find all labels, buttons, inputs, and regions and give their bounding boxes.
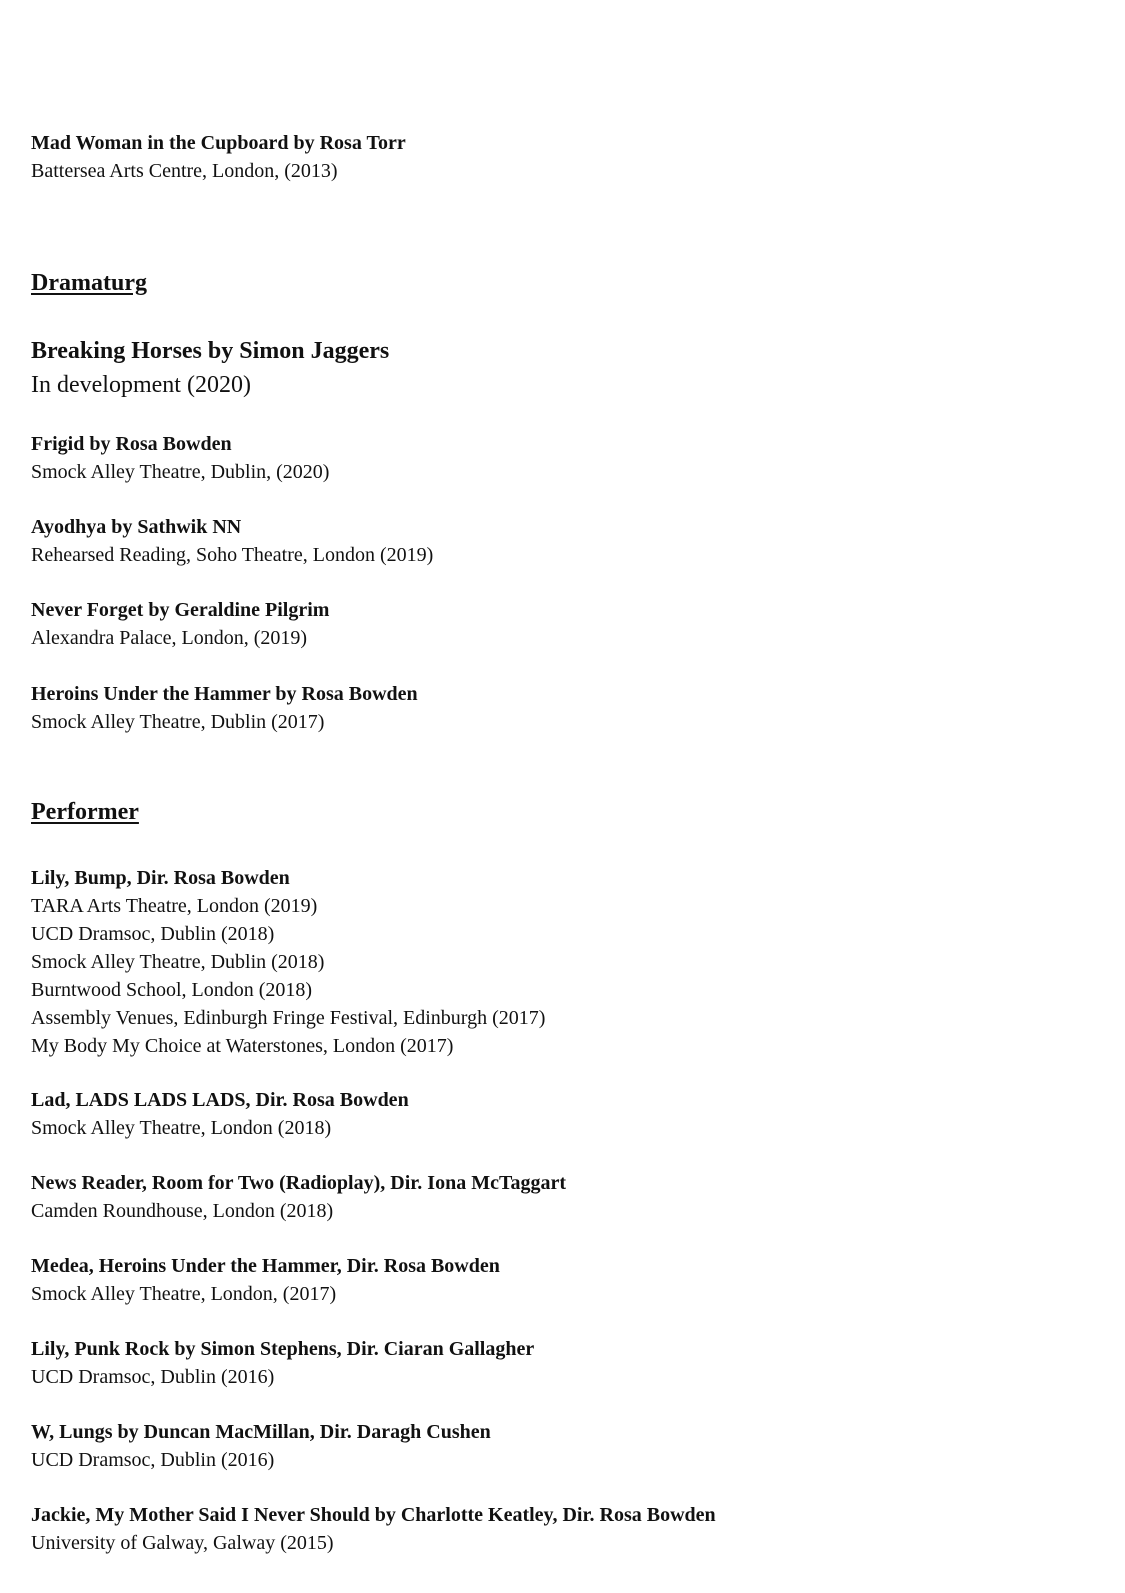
credit-venue: Smock Alley Theatre, Dublin (2017): [31, 711, 325, 733]
credit-title: Breaking Horses by Simon Jaggers: [31, 338, 390, 364]
credit-entry: [31, 1086, 1091, 1142]
credit-venue: Assembly Venues, Edinburgh Fringe Festival, Edinburgh (2017): [31, 1007, 546, 1029]
credit-entry: [31, 513, 1091, 569]
credit-title: Mad Woman in the Cupboard by Rosa Torr: [31, 132, 406, 154]
credit-venue: TARA Arts Theatre, London (2019): [31, 895, 318, 917]
credit-entry: [31, 1252, 1091, 1308]
credit-title: News Reader, Room for Two (Radioplay), Dir. Iona McTaggart: [31, 1172, 566, 1194]
credit-venue: Smock Alley Theatre, Dublin (2018): [31, 951, 325, 973]
credit-entry: [31, 1335, 1091, 1391]
credit-title: Lily, Bump, Dir. Rosa Bowden: [31, 867, 290, 889]
featured-credit-entry: [31, 334, 1091, 402]
credit-venue: My Body My Choice at Waterstones, London (2017): [31, 1035, 454, 1057]
credit-venue: Camden Roundhouse, London (2018): [31, 1200, 334, 1222]
credit-entry: [31, 1418, 1091, 1474]
credit-title: W, Lungs by Duncan MacMillan, Dir. Daragh Cushen: [31, 1421, 491, 1443]
credit-title: Lily, Punk Rock by Simon Stephens, Dir. Ciaran Gallagher: [31, 1338, 535, 1360]
credit-title: Ayodhya by Sathwik NN: [31, 516, 242, 538]
credit-entry: [31, 680, 1091, 736]
credit-venue: UCD Dramsoc, Dublin (2016): [31, 1449, 275, 1471]
credit-entry: [31, 1501, 1091, 1557]
credit-title: Frigid by Rosa Bowden: [31, 433, 232, 455]
credit-venue: Smock Alley Theatre, London (2018): [31, 1117, 332, 1139]
section-heading-performer: Performer: [31, 799, 139, 825]
credit-venue: Smock Alley Theatre, London, (2017): [31, 1283, 337, 1305]
section-heading-dramaturg: Dramaturg: [31, 270, 147, 296]
credit-venue: Battersea Arts Centre, London, (2013): [31, 160, 338, 182]
credit-entry: [31, 1169, 1091, 1225]
credit-entry: [31, 864, 1091, 1060]
credit-venue: Smock Alley Theatre, Dublin, (2020): [31, 461, 330, 483]
credit-entry: [31, 129, 1091, 185]
credit-venue: Alexandra Palace, London, (2019): [31, 627, 308, 649]
credit-venue: UCD Dramsoc, Dublin (2016): [31, 1366, 275, 1388]
credit-venue: University of Galway, Galway (2015): [31, 1532, 334, 1554]
credit-title: Heroins Under the Hammer by Rosa Bowden: [31, 683, 418, 705]
credit-entry: [31, 596, 1091, 652]
credit-title: Jackie, My Mother Said I Never Should by Charlotte Keatley, Dir. Rosa Bowden: [31, 1504, 716, 1526]
credit-title: Never Forget by Geraldine Pilgrim: [31, 599, 330, 621]
credit-venue: In development (2020): [31, 372, 251, 398]
credit-venue: UCD Dramsoc, Dublin (2018): [31, 923, 275, 945]
credit-venue: Burntwood School, London (2018): [31, 979, 313, 1001]
credit-title: Medea, Heroins Under the Hammer, Dir. Rosa Bowden: [31, 1255, 500, 1277]
credit-venue: Rehearsed Reading, Soho Theatre, London (2019): [31, 544, 434, 566]
credit-title: Lad, LADS LADS LADS, Dir. Rosa Bowden: [31, 1089, 409, 1111]
credit-entry: [31, 430, 1091, 486]
